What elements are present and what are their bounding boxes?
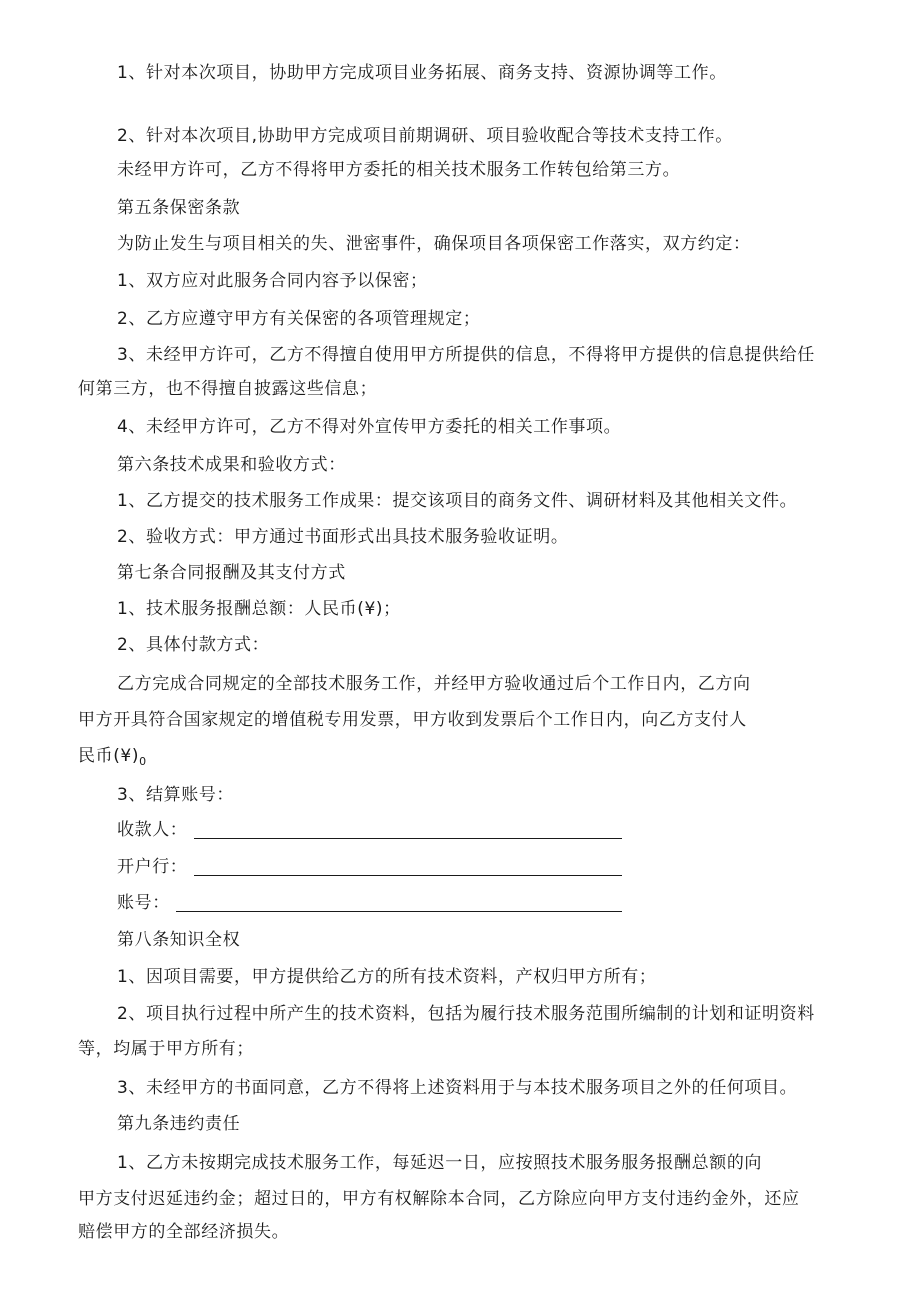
account-label: 账号： bbox=[117, 893, 170, 913]
ip-item-2-cont: 等，均属于甲方所有； bbox=[78, 1039, 254, 1059]
bank-blank-line bbox=[194, 875, 622, 876]
account-blank-line bbox=[176, 911, 622, 912]
liability-item-1: 1、乙方未按期完成技术服务工作，每延迟一日，应按照技术服务服务报酬总额的向 bbox=[117, 1153, 763, 1173]
confidentiality-item-2: 2、乙方应遵守甲方有关保密的各项管理规定； bbox=[117, 309, 481, 329]
section-title-confidentiality: 第五条保密条款 bbox=[117, 198, 241, 218]
confidentiality-item-4: 4、未经甲方许可，乙方不得对外宣传甲方委托的相关工作事项。 bbox=[117, 417, 622, 437]
confidentiality-item-3-cont: 何第三方，也不得擅自披露这些信息； bbox=[78, 379, 378, 399]
section-title-liability: 第九条违约责任 bbox=[117, 1114, 241, 1134]
ip-item-2: 2、项目执行过程中所产生的技术资料，包括为履行技术服务范围所编制的计划和证明资料 bbox=[117, 1004, 815, 1024]
confidentiality-intro: 为防止发生与项目相关的失、泄密事件，确保项目各项保密工作落实，双方约定： bbox=[117, 234, 751, 254]
section-title-acceptance: 第六条技术成果和验收方式： bbox=[117, 455, 346, 475]
payee-label: 收款人： bbox=[117, 820, 188, 840]
payment-terms-end bbox=[78, 744, 147, 774]
acceptance-item-1: 1、乙方提交的技术服务工作成果：提交该项目的商务文件、调研材料及其他相关文件。 bbox=[117, 491, 798, 511]
payment-item-1: 1、技术服务报酬总额：人民币(¥)； bbox=[117, 599, 401, 619]
bank-label: 开户行： bbox=[117, 857, 188, 877]
payment-terms: 乙方完成合同规定的全部技术服务工作，并经甲方验收通过后个工作日内，乙方向 bbox=[117, 674, 751, 694]
subcontract-clause: 未经甲方许可，乙方不得将甲方委托的相关技术服务工作转包给第三方。 bbox=[117, 160, 681, 180]
item-business-support: 1、针对本次项目，协助甲方完成项目业务拓展、商务支持、资源协调等工作。 bbox=[117, 63, 727, 83]
confidentiality-item-3: 3、未经甲方许可，乙方不得擅自使用甲方所提供的信息，不得将甲方提供的信息提供给任 bbox=[117, 345, 815, 365]
payee-blank-line bbox=[194, 838, 622, 839]
payment-terms-end-suffix: 0 bbox=[139, 755, 147, 768]
section-title-payment: 第七条合同报酬及其支付方式 bbox=[117, 563, 346, 583]
acceptance-item-2: 2、验收方式：甲方通过书面形式出具技术服务验收证明。 bbox=[117, 527, 569, 547]
payment-item-3: 3、结算账号： bbox=[117, 785, 235, 805]
liability-item-1-end: 赔偿甲方的全部经济损失。 bbox=[78, 1222, 290, 1242]
item-tech-support: 2、针对本次项目,协助甲方完成项目前期调研、项目验收配合等技术支持工作。 bbox=[117, 126, 733, 146]
ip-item-1: 1、因项目需要，甲方提供给乙方的所有技术资料，产权归甲方所有； bbox=[117, 967, 657, 987]
payment-terms-cont: 甲方开具符合国家规定的增值税专用发票，甲方收到发票后个工作日内，向乙方支付人 bbox=[78, 710, 747, 730]
section-title-ip: 第八条知识全权 bbox=[117, 930, 241, 950]
payment-item-2: 2、具体付款方式： bbox=[117, 635, 270, 655]
confidentiality-item-1: 1、双方应对此服务合同内容予以保密； bbox=[117, 271, 428, 291]
liability-item-1-cont: 甲方支付迟延违约金；超过日的，甲方有权解除本合同，乙方除应向甲方支付违约金外，还应 bbox=[78, 1189, 800, 1209]
payment-terms-end-text: 民币(¥) bbox=[78, 746, 140, 766]
ip-item-3: 3、未经甲方的书面同意，乙方不得将上述资料用于与本技术服务项目之外的任何项目。 bbox=[117, 1078, 798, 1098]
